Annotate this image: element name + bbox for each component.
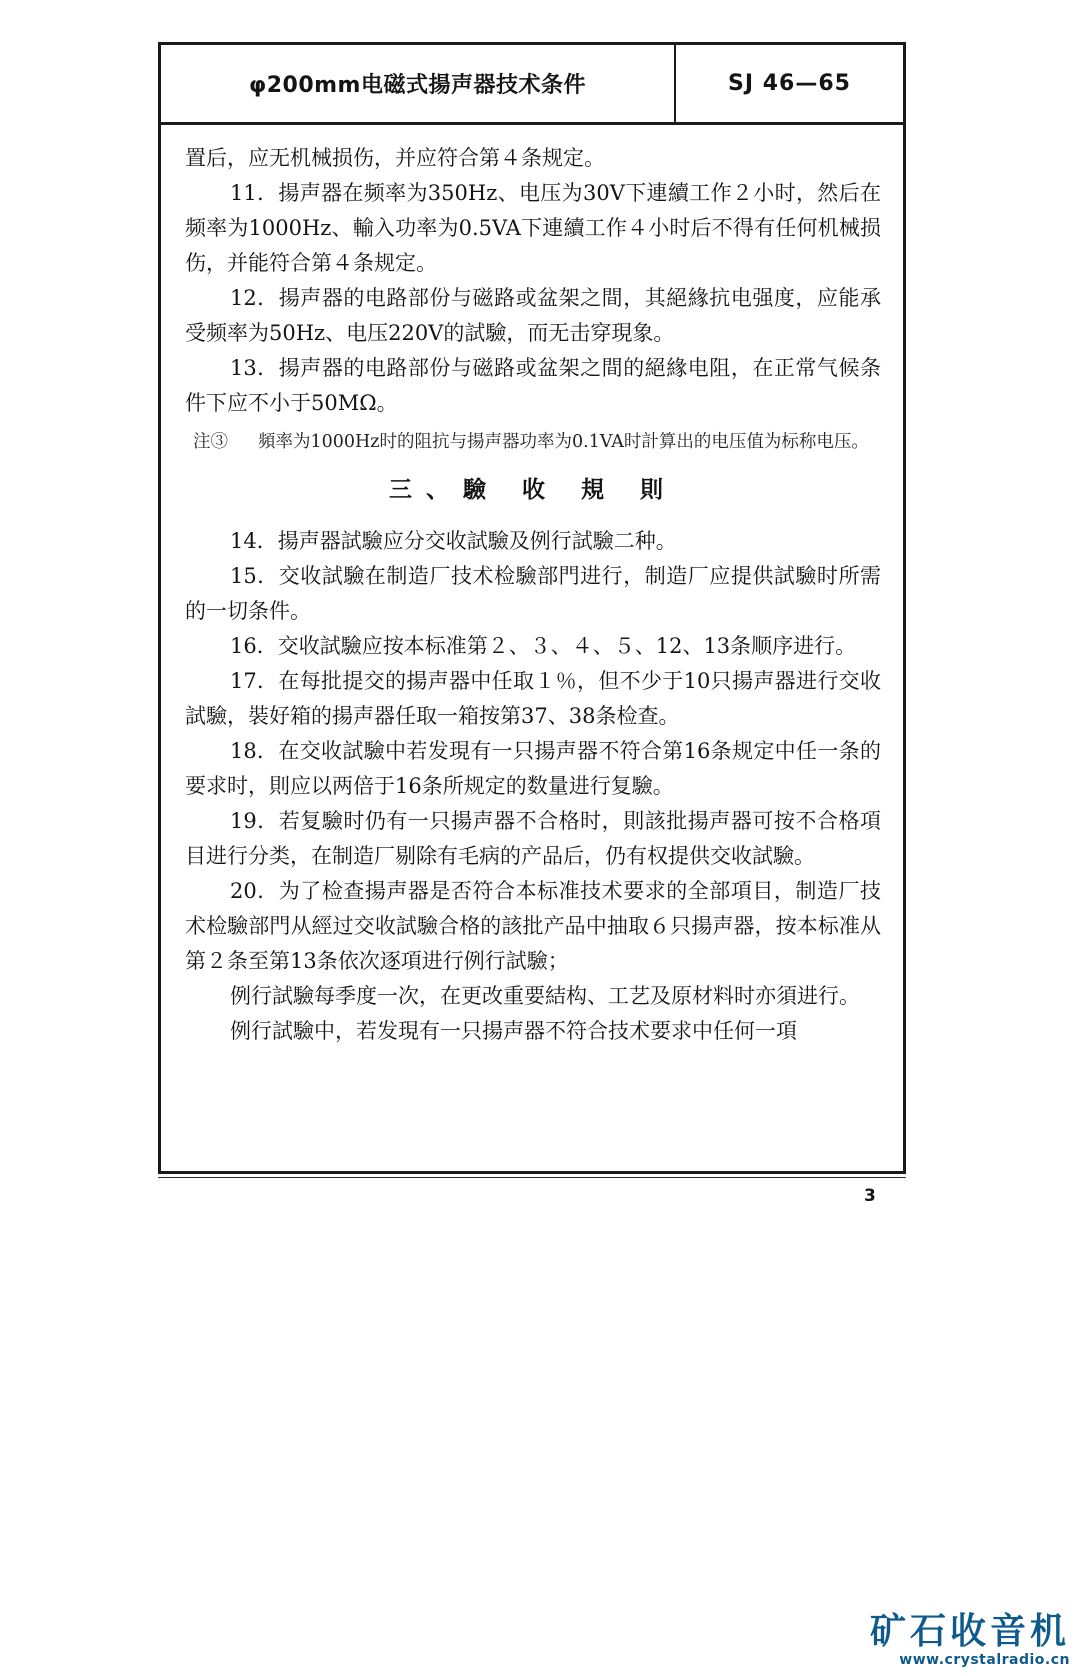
clause-18: 18．在交收試驗中若发現有一只揚声器不符合第16条规定中任一条的要求时，則应以两倍于16条所规定的数量进行复驗。 — [185, 739, 881, 798]
section-heading: 三、驗 收 規 則 — [388, 477, 678, 503]
footnote-label: 注③ — [193, 432, 228, 452]
watermark — [870, 1612, 1070, 1668]
page-content — [185, 141, 881, 1049]
document-title: φ200mm电磁式揚声器技术条件 — [161, 45, 676, 122]
watermark-url: www.crystalradio.cn — [899, 1652, 1070, 1668]
clause-14: 14．揚声器試驗应分交收試驗及例行試驗二种。 — [230, 529, 677, 553]
page-number: 3 — [864, 1186, 876, 1206]
document-header — [161, 45, 903, 125]
clause-15: 15．交收試驗在制造厂技术检驗部門进行，制造厂应提供試驗时所需的一切条件。 — [185, 564, 881, 623]
clause-19: 19．若复驗时仍有一只揚声器不合格时，則該批揚声器可按不合格項目进行分类，在制造厂剔除有毛病的产品后，仍有权提供交收試驗。 — [185, 809, 881, 868]
footnote-text: 頻率为1000Hz时的阻抗与揚声器功率为0.1VA时計算出的电压值为标称电压。 — [258, 432, 869, 452]
clause-20: 20．为了检查揚声器是否符合本标准技术要求的全部項目，制造厂技术检驗部門从經过交收試驗合格的該批产品中抽取６只揚声器，按本标准从第２条至第13条依次逐項进行例行試驗； — [185, 879, 881, 973]
standard-code: SJ 46—65 — [728, 71, 851, 96]
footnote — [185, 427, 881, 458]
clause-17: 17．在每批提交的揚声器中任取１％，但不少于10只揚声器进行交收試驗，裝好箱的揚声器任取一箱按第37、38条检查。 — [185, 669, 881, 728]
clause-20-routine-frequency: 例行試驗每季度一次，在更改重要結构、工艺及原材料时亦須进行。 — [230, 984, 860, 1008]
watermark-brand: 矿石收音机 — [869, 1611, 1070, 1652]
clause-16: 16．交收試驗应按本标准第２、３、４、５、12、13条顺序进行。 — [230, 634, 857, 658]
clause-20-routine-failure: 例行試驗中，若发現有一只揚声器不符合技术要求中任何一項 — [230, 1019, 797, 1043]
page-frame — [158, 42, 906, 1174]
clause-13: 13．揚声器的电路部份与磁路或盆架之間的絕緣电阻，在正常气候条件下应不小于50MΩ。 — [185, 356, 881, 415]
paragraph-continuation: 置后，应无机械损伤，并应符合第４条规定。 — [185, 146, 605, 170]
clause-12: 12．揚声器的电路部份与磁路或盆架之間，其絕緣抗电强度，应能承受频率为50Hz、电压220V的試驗，而无击穿現象。 — [185, 286, 881, 345]
clause-11: 11．揚声器在频率为350Hz、电压为30V下連續工作２小时，然后在频率为1000Hz、輸入功率为0.5VA下連續工作４小时后不得有任何机械损伤，并能符合第４条规定。 — [185, 181, 881, 275]
